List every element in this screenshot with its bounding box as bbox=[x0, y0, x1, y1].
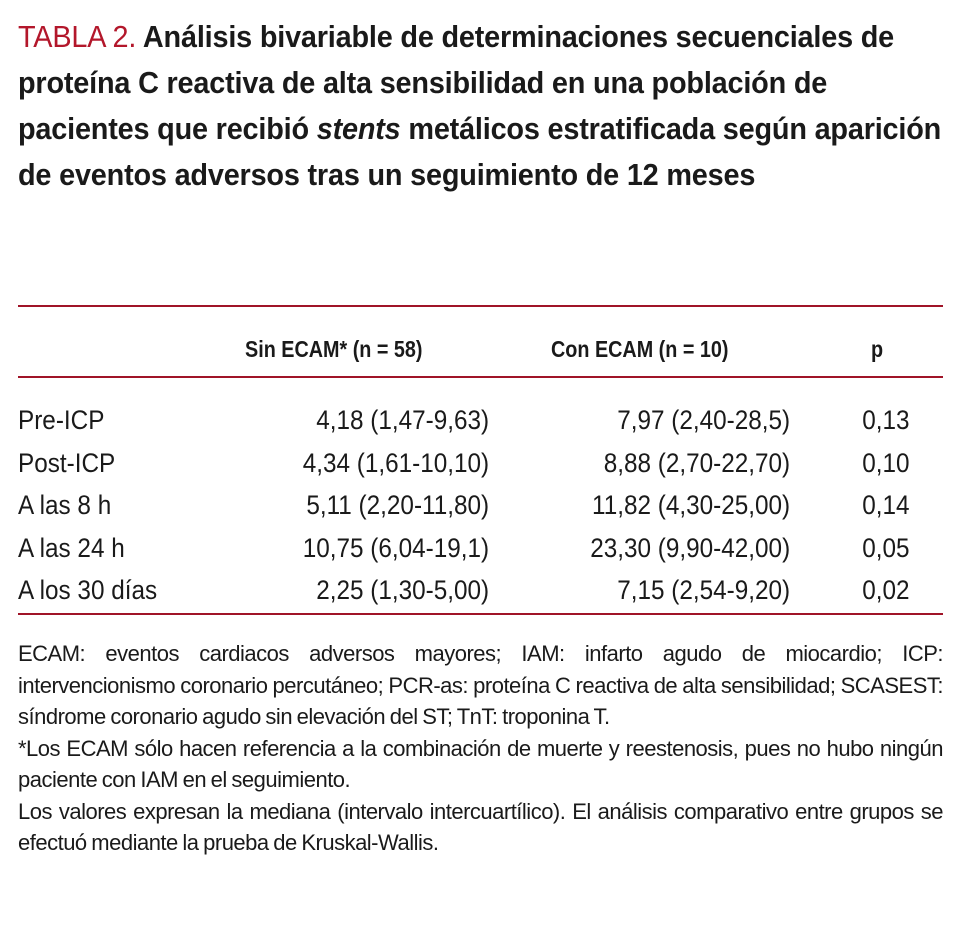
table-title bbox=[18, 14, 948, 198]
cell-p-value: 0,02 bbox=[862, 575, 910, 605]
cell-sin-ecam: 2,25 (1,30-5,00) bbox=[316, 575, 489, 605]
table-body bbox=[18, 401, 943, 614]
cell-con-ecam: 8,88 (2,70-22,70) bbox=[603, 447, 790, 478]
header-rule bbox=[18, 376, 943, 378]
header-sin-ecam: Sin ECAM* (n = 58) bbox=[245, 336, 423, 362]
footnote-ecam: *Los ECAM sólo hacen referencia a la combinación de muerte y reestenosis, pues no hubo ningún paciente con IAM en el seguimiento. bbox=[18, 735, 943, 792]
cell-p-value: 0,13 bbox=[862, 405, 910, 435]
table-row bbox=[18, 486, 943, 529]
row-label: Post-ICP bbox=[18, 447, 116, 478]
cell-con-ecam: 11,82 (4,30-25,00) bbox=[591, 490, 790, 520]
title-italic-term: stents bbox=[316, 111, 401, 146]
cell-p-value: 0,05 bbox=[862, 532, 910, 563]
cell-sin-ecam: 4,34 (1,61-10,10) bbox=[302, 447, 489, 478]
table-header bbox=[18, 324, 943, 376]
table-row bbox=[18, 529, 943, 572]
table-row bbox=[18, 571, 943, 614]
table-row bbox=[18, 444, 943, 487]
row-label: A las 8 h bbox=[18, 490, 112, 520]
cell-con-ecam: 23,30 (9,90-42,00) bbox=[590, 532, 790, 563]
cell-p-value: 0,10 bbox=[862, 447, 910, 478]
bottom-rule bbox=[18, 613, 943, 615]
top-rule bbox=[18, 305, 943, 307]
title-text-end: metálicos estratificada según aparición de eventos adversos tras un seguimiento de 12 meses bbox=[18, 111, 942, 192]
title-text-start: Análisis bivariable de determinaciones secuenciales de proteína C reactiva de alta sensibilidad en una población de pacientes que recibió bbox=[18, 19, 895, 146]
header-con-ecam: Con ECAM (n = 10) bbox=[551, 336, 729, 362]
header-p: p bbox=[871, 336, 884, 362]
table-label: TABLA 2. bbox=[18, 19, 137, 54]
row-label: A las 24 h bbox=[18, 532, 125, 563]
cell-con-ecam: 7,97 (2,40-28,5) bbox=[617, 405, 790, 435]
table-document bbox=[18, 14, 943, 855]
table-footnotes bbox=[18, 638, 943, 859]
row-label: A los 30 días bbox=[18, 575, 158, 605]
cell-sin-ecam: 10,75 (6,04-19,1) bbox=[302, 532, 489, 563]
cell-con-ecam: 7,15 (2,54-9,20) bbox=[617, 575, 790, 605]
row-label: Pre-ICP bbox=[18, 405, 105, 435]
cell-sin-ecam: 5,11 (2,20-11,80) bbox=[306, 490, 489, 520]
cell-sin-ecam: 4,18 (1,47-9,63) bbox=[316, 405, 489, 435]
table-row bbox=[18, 401, 943, 444]
footnote-abbreviations: ECAM: eventos cardiacos adversos mayores; IAM: infarto agudo de miocardio; ICP: intervencionismo coronario percutáneo; PCR-as: proteína C reactiva de alta sensibilidad; SCASEST: síndrome coronario agudo sin elevación del ST; TnT: troponina T. bbox=[18, 641, 943, 729]
footnote-values: Los valores expresan la mediana (intervalo intercuartílico). El análisis comparativo entre grupos se efectuó mediante la prueba de Kruskal-Wallis. bbox=[18, 798, 943, 855]
cell-p-value: 0,14 bbox=[862, 490, 910, 520]
